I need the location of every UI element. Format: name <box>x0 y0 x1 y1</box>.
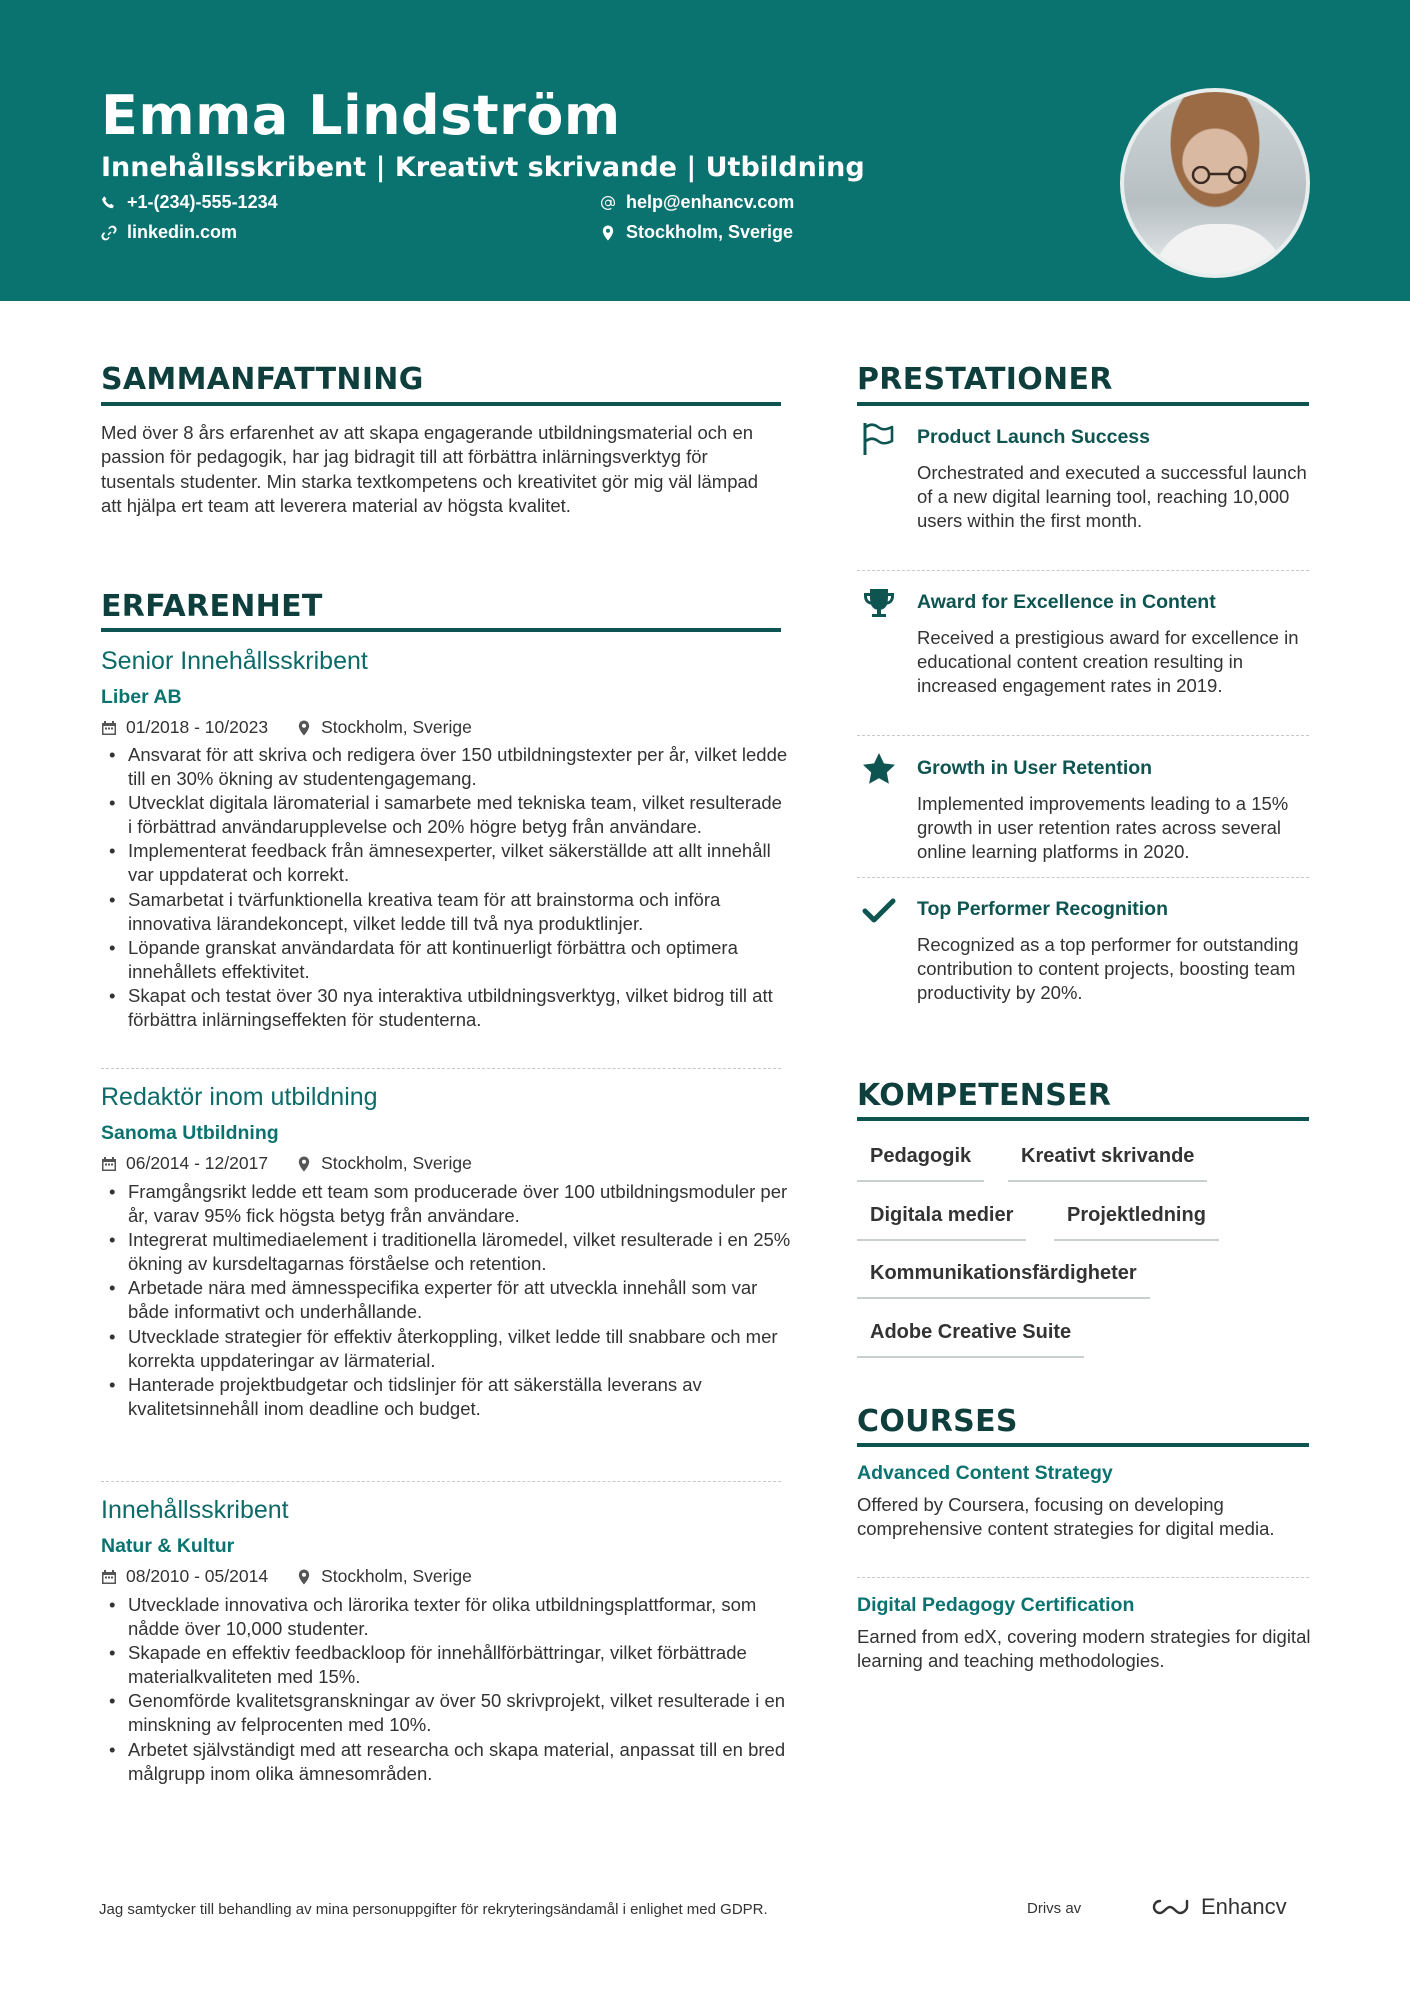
job-company: Sanoma Utbildning <box>101 1122 279 1144</box>
course-title: Digital Pedagogy Certification <box>857 1594 1135 1616</box>
divider <box>857 570 1309 571</box>
job-company: Natur & Kultur <box>101 1535 235 1557</box>
bullet-item: • Arbetade nära med ämnesspecifika experter för att utveckla innehåll som var både informativt och underhållande. <box>101 1276 791 1324</box>
job-bullets <box>101 743 791 1032</box>
achievement-title: Award for Excellence in Content <box>917 591 1216 613</box>
summary-rule <box>101 402 781 406</box>
divider <box>101 1068 781 1069</box>
skill-tag: Digitala medier <box>857 1197 1026 1241</box>
divider <box>857 877 1309 878</box>
job-meta <box>101 1566 472 1587</box>
job-title: Redaktör inom utbildning <box>101 1083 378 1111</box>
skill-tag: Adobe Creative Suite <box>857 1314 1084 1358</box>
skill-tag: Projektledning <box>1054 1197 1219 1241</box>
bullet-item: • Framgångsrikt ledde ett team som producerade över 100 utbildningsmoduler per år, varav 95% fick högsta betyg från användare. <box>101 1180 791 1228</box>
job-bullets <box>101 1180 791 1421</box>
course-desc: Offered by Coursera, focusing on developing comprehensive content strategies for digital media. <box>857 1494 1275 1540</box>
achievements-heading: PRESTATIONER <box>857 362 1113 397</box>
achievement-title: Product Launch Success <box>917 426 1150 448</box>
bullet-item: • Utvecklade strategier för effektiv återkoppling, vilket ledde till snabbare och mer korrekta uppdateringar av lärmaterial. <box>101 1325 791 1373</box>
bullet-item: • Skapat och testat över 30 nya interaktiva utbildningsverktyg, vilket bidrog till att förbättra inlärningseffekten för studenterna. <box>101 984 791 1032</box>
contact-location <box>600 222 793 243</box>
courses-rule <box>857 1443 1309 1447</box>
bullet-item: • Ansvarat för att skriva och redigera över 150 utbildningstexter per år, vilket ledde till en 30% ökning av studentengagemang. <box>101 743 791 791</box>
job-bullets <box>101 1593 791 1786</box>
summary-heading: SAMMANFATTNING <box>101 362 424 397</box>
bullet-item: • Utvecklat digitala läromaterial i samarbete med tekniska team, vilket resulterade i förbättrad användarupplevelse och 20% högre betyg från användare. <box>101 791 791 839</box>
location-pin-icon <box>296 720 312 736</box>
bullet-item: • Hanterade projektbudgetar och tidslinjer för att säkerställa leverans av kvalitetsinnehåll inom deadline och budget. <box>101 1373 791 1421</box>
divider <box>101 1481 781 1482</box>
achievement-desc: Implemented improvements leading to a 15% growth in user retention rates across several online learning platforms in 2020. <box>917 793 1289 863</box>
job-location: Stockholm, Sverige <box>321 1566 472 1586</box>
skills-rule <box>857 1117 1309 1121</box>
contact-email[interactable] <box>600 192 794 213</box>
job-meta <box>101 1153 472 1174</box>
job-location: Stockholm, Sverige <box>321 1153 472 1173</box>
calendar-icon <box>101 720 117 736</box>
flag-icon <box>861 421 897 457</box>
email-text: help@enhancv.com <box>626 192 795 212</box>
summary-text: Med över 8 års erfarenhet av att skapa engagerande utbildningsmaterial och en passion för pedagogik, har jag bidragit till att förbättra inlärningsverktyg för tusentals studenter. Min starka textkompetens och kreativitet gör mig väl lämpad att hjälpa ert team att leverera material av högsta kvalitet. <box>101 422 759 516</box>
course-title: Advanced Content Strategy <box>857 1462 1113 1484</box>
divider <box>857 735 1309 736</box>
phone-text: +1-(234)-555-1234 <box>127 192 278 212</box>
bullet-item: • Skapade en effektiv feedbackloop för innehållförbättringar, vilket förbättrade materialkvaliteten med 15%. <box>101 1641 791 1689</box>
star-icon <box>861 751 897 787</box>
job-dates: 01/2018 - 10/2023 <box>126 717 269 737</box>
achievement-desc: Orchestrated and executed a successful launch of a new digital learning tool, reaching 10,000 users within the first month. <box>917 462 1307 532</box>
achievements-rule <box>857 402 1309 406</box>
brand-name: Enhancv <box>1201 1894 1287 1919</box>
experience-heading: ERFARENHET <box>101 589 323 624</box>
job-title: Innehållsskribent <box>101 1496 289 1524</box>
skills-heading: KOMPETENSER <box>857 1078 1112 1113</box>
location-pin-icon <box>296 1569 312 1585</box>
bullet-item: • Genomförde kvalitetsgranskningar av över 50 skrivprojekt, vilket resulterade i en minskning av felprocenten med 10%. <box>101 1689 791 1737</box>
skill-tag: Kommunikationsfärdigheter <box>857 1255 1150 1299</box>
bullet-item: • Arbetet självständigt med att researcha och skapa material, anpassat till en bred målgrupp inom olika ämnesområden. <box>101 1738 791 1786</box>
location-text: Stockholm, Sverige <box>626 222 794 242</box>
achievement-desc: Received a prestigious award for excellence in educational content creation resulting in increased engagement rates in 2019. <box>917 627 1299 697</box>
check-icon <box>861 893 897 929</box>
linkedin-text: linkedin.com <box>127 222 238 242</box>
candidate-tagline: Innehållsskribent | Kreativt skrivande | Utbildning <box>101 152 865 183</box>
job-company: Liber AB <box>101 686 182 708</box>
calendar-icon <box>101 1569 117 1585</box>
courses-heading: COURSES <box>857 1404 1018 1439</box>
trophy-icon <box>861 586 897 622</box>
resume-header <box>0 0 1410 301</box>
divider <box>857 1577 1309 1578</box>
link-icon <box>101 225 117 241</box>
achievement-desc: Recognized as a top performer for outstanding contribution to content projects, boosting team productivity by 20%. <box>917 934 1299 1004</box>
bullet-item: • Utvecklade innovativa och lärorika texter för olika utbildningsplattformar, som nådde över 10,000 studenter. <box>101 1593 791 1641</box>
job-dates: 06/2014 - 12/2017 <box>126 1153 269 1173</box>
location-pin-icon <box>296 1156 312 1172</box>
at-icon <box>600 195 616 211</box>
bullet-item: • Integrerat multimediaelement i traditionella läromedel, vilket resulterade i en 25% ökning av kursdeltagarnas förståelse och retention. <box>101 1228 791 1276</box>
bullet-item: • Löpande granskat användardata för att kontinuerligt förbättra och optimera innehållets effektivitet. <box>101 936 791 984</box>
skill-tag: Kreativt skrivande <box>1008 1138 1207 1182</box>
profile-photo <box>1120 88 1310 278</box>
job-meta <box>101 717 472 738</box>
course-desc: Earned from edX, covering modern strategies for digital learning and teaching methodologies. <box>857 1626 1311 1672</box>
experience-rule <box>101 628 781 632</box>
phone-icon <box>101 195 117 211</box>
brand-logo[interactable] <box>1148 1894 1287 1920</box>
job-dates: 08/2010 - 05/2014 <box>126 1566 269 1586</box>
powered-by: Drivs av <box>1027 1900 1082 1917</box>
achievement-title: Growth in User Retention <box>917 757 1153 779</box>
gdpr-consent: Jag samtycker till behandling av mina personuppgifter för rekryteringsändamål i enlighet med GDPR. <box>99 1901 768 1918</box>
enhancv-logo-icon <box>1148 1895 1193 1919</box>
candidate-name: Emma Lindström <box>101 84 621 147</box>
achievement-title: Top Performer Recognition <box>917 898 1168 920</box>
job-location: Stockholm, Sverige <box>321 717 472 737</box>
location-pin-icon <box>600 225 616 241</box>
bullet-item: • Samarbetat i tvärfunktionella kreativa team för att brainstorma och införa innovativa lärandekoncept, vilket ledde till två nya produktlinjer. <box>101 888 791 936</box>
bullet-item: • Implementerat feedback från ämnesexperter, vilket säkerställde att allt innehåll var uppdaterat och korrekt. <box>101 839 791 887</box>
skill-tag: Pedagogik <box>857 1138 984 1182</box>
contact-phone[interactable] <box>101 192 278 213</box>
job-title: Senior Innehållsskribent <box>101 647 368 675</box>
calendar-icon <box>101 1156 117 1172</box>
contact-linkedin[interactable] <box>101 222 237 243</box>
